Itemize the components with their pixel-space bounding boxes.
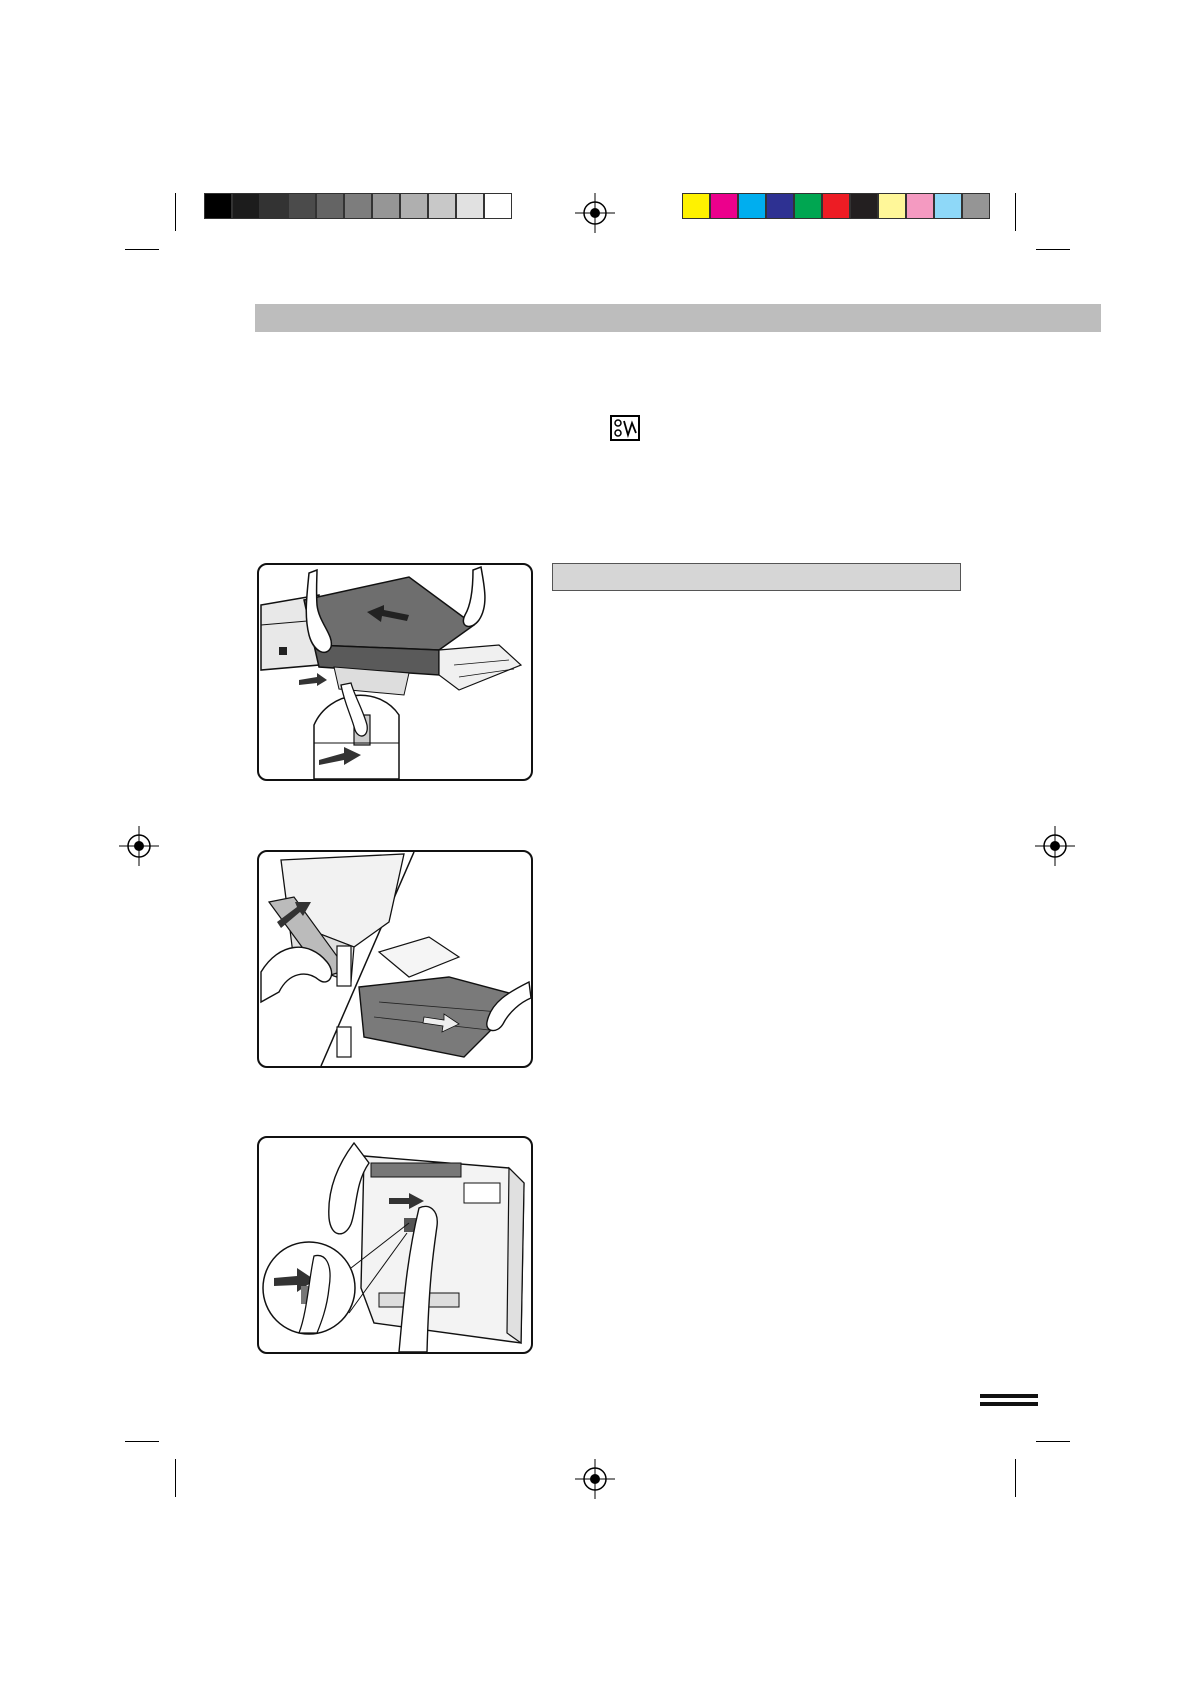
grayscale-swatch bbox=[484, 193, 512, 219]
figure-insert-cassette-illustration bbox=[259, 565, 531, 779]
figure-insert-cassette bbox=[257, 563, 533, 781]
crop-mark-top-right-h bbox=[1036, 249, 1070, 250]
crop-mark-top-right-v bbox=[1015, 193, 1016, 231]
color-swatch bbox=[822, 193, 850, 219]
crop-mark-bottom-right-v bbox=[1015, 1459, 1016, 1497]
color-swatch bbox=[878, 193, 906, 219]
grayscale-swatch bbox=[232, 193, 260, 219]
grayscale-swatch bbox=[316, 193, 344, 219]
color-swatch bbox=[766, 193, 794, 219]
crop-mark-bottom-left-v bbox=[175, 1459, 176, 1497]
grayscale-swatch bbox=[344, 193, 372, 219]
subheading-bar bbox=[552, 563, 961, 591]
crop-mark-top-left-h bbox=[125, 249, 159, 250]
crop-mark-bottom-right-h bbox=[1036, 1441, 1070, 1442]
color-swatch bbox=[962, 193, 990, 219]
grayscale-swatch bbox=[428, 193, 456, 219]
registration-target-left bbox=[119, 826, 159, 866]
test-pattern-icon bbox=[610, 415, 640, 441]
figure-rear-lock bbox=[257, 1136, 533, 1354]
registration-target-right bbox=[1035, 826, 1075, 866]
crop-mark-top-left-v bbox=[175, 193, 176, 231]
registration-target-top bbox=[575, 193, 615, 233]
color-swatch bbox=[850, 193, 878, 219]
color-swatch bbox=[906, 193, 934, 219]
figure-extend-tray bbox=[257, 850, 533, 1068]
figure-rear-lock-illustration bbox=[259, 1138, 531, 1352]
grayscale-swatch bbox=[288, 193, 316, 219]
color-swatch bbox=[710, 193, 738, 219]
grayscale-swatch bbox=[260, 193, 288, 219]
grayscale-swatch bbox=[372, 193, 400, 219]
registration-target-bottom bbox=[575, 1459, 615, 1499]
grayscale-swatch bbox=[400, 193, 428, 219]
section-header-bar bbox=[255, 304, 1101, 332]
color-swatch bbox=[794, 193, 822, 219]
crop-mark-bottom-left-h bbox=[125, 1441, 159, 1442]
continued-mark-top bbox=[980, 1394, 1038, 1398]
continued-mark-bottom bbox=[980, 1402, 1038, 1406]
figure-extend-tray-illustration bbox=[259, 852, 531, 1066]
grayscale-swatch bbox=[204, 193, 232, 219]
color-swatch bbox=[738, 193, 766, 219]
color-swatch bbox=[934, 193, 962, 219]
grayscale-swatch bbox=[456, 193, 484, 219]
color-swatch bbox=[682, 193, 710, 219]
